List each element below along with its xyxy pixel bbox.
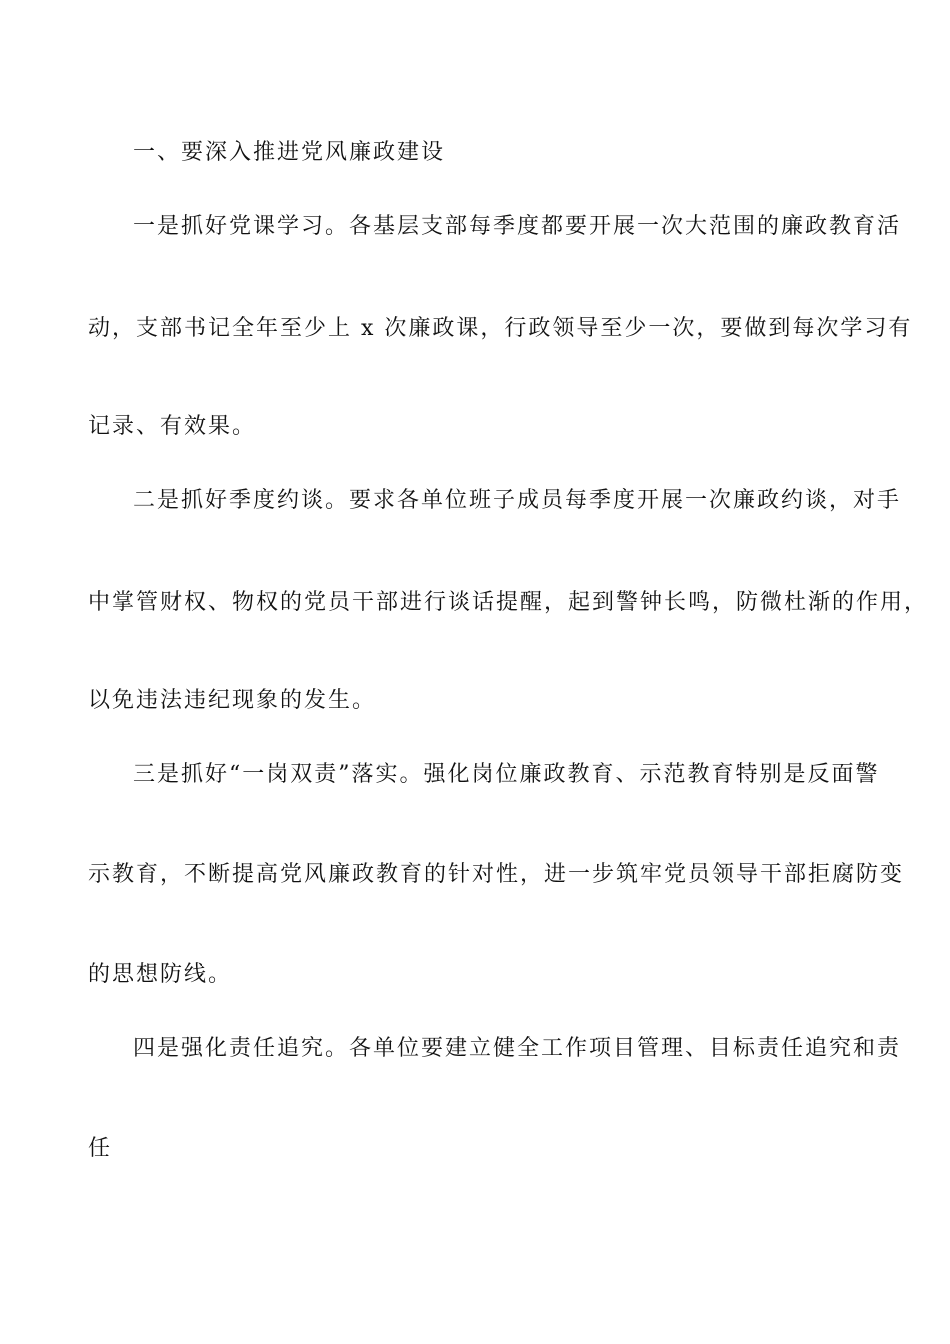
paragraph-line: 三是抓好“一岗双责”落实。强化岗位廉政教育、示范教育特别是反面警: [133, 762, 880, 787]
paragraph-line: 示教育，不断提高党风廉政教育的针对性，进一步筑牢党员领导干部拒腐防变: [88, 862, 905, 887]
paragraph-line: 中掌管财权、物权的党员干部进行谈话提醒，起到警钟长鸣，防微杜渐的作用，: [88, 590, 929, 615]
paragraph-line: 任: [88, 1136, 113, 1161]
section-heading: 一、要深入推进党风廉政建设: [133, 140, 446, 165]
paragraph-line: 二是抓好季度约谈。要求各单位班子成员每季度开展一次廉政约谈，对手: [133, 488, 902, 513]
paragraph-line: 记录、有效果。: [88, 414, 257, 439]
paragraph-line: 四是强化责任追究。各单位要建立健全工作项目管理、目标责任追究和责: [133, 1036, 902, 1061]
paragraph-line: 动，支部书记全年至少上 x 次廉政课，行政领导至少一次，要做到每次学习有: [88, 316, 913, 341]
paragraph-line: 以免违法违纪现象的发生。: [88, 688, 377, 713]
paragraph-line: 的思想防线。: [88, 962, 233, 987]
paragraph-line: 一是抓好党课学习。各基层支部每季度都要开展一次大范围的廉政教育活: [133, 214, 902, 239]
